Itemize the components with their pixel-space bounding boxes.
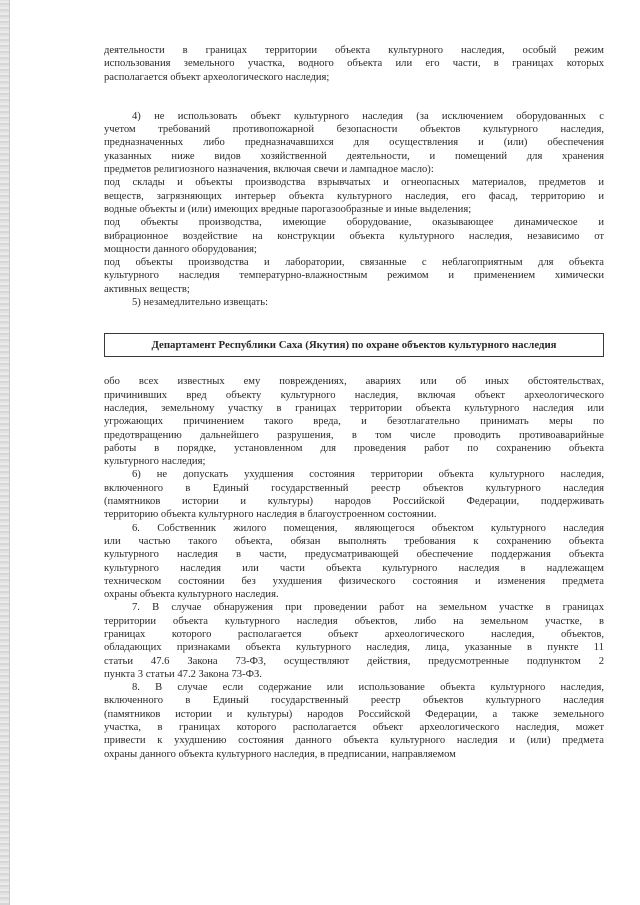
text-line: 4) не использовать объект культурного наследия (за исключением оборудованных с	[132, 110, 604, 122]
text-line: или частью такого объекта, обязан выполнять требования к сохранению объекта	[104, 535, 604, 547]
text-line: культурного наследия;	[104, 456, 206, 468]
document-page	[104, 44, 604, 761]
text-line: 8. В случае если содержание или использование объекта культурного наследия,	[132, 682, 604, 694]
department-header-box	[104, 333, 604, 357]
text-line: вибрационное воздействие на конструкции объекта культурного наследия, независимо от	[104, 230, 604, 242]
text-line: охраны данного объекта культурного наследия, в предписании, направляемом	[104, 748, 456, 760]
text-line: включенного в Единый государственный реестр объектов культурного наследия	[104, 695, 604, 707]
text-line: культурного наследия температурно-влажностным режимом и применением химически	[104, 270, 604, 282]
text-line: предотвращению дальнейшего разрушения, в том числе проводить противоаварийные	[104, 429, 604, 441]
text-line: наследия, земельному участку в границах территории объекта культурного наследия или	[104, 402, 604, 414]
text-line: под объекты производства, имеющие оборудование, оказывающее динамическое и	[104, 217, 604, 229]
text-line: (памятников истории и культуры) народов Российской Федерации, поддерживать	[104, 496, 604, 508]
text-line: включенного в Единый государственный реестр объектов культурного наследия	[104, 482, 604, 494]
text-line: использования земельного участка, водного объекта или его части, в границах которых	[104, 58, 604, 70]
text-line: веществ, загрязняющих интерьер объекта культурного наследия, его фасад, территорию и	[104, 190, 604, 202]
text-line: обладающих признаками объекта культурного наследия, лица, указанные в пункте 11	[104, 642, 604, 654]
text-line: активных веществ;	[104, 283, 190, 295]
paragraph-block-1	[104, 44, 604, 84]
text-line: под объекты производства и лаборатории, связанные с неблагоприятным для объекта	[104, 257, 604, 269]
text-line: располагается объект археологического наследия;	[104, 71, 330, 83]
text-line: деятельности в границах территории объекта культурного наследия, особый режим	[104, 45, 604, 56]
text-line: угрожающих причинением такого вреда, и безотлагательно принимать меры по	[104, 416, 604, 428]
text-line: привести к ухудшению состояния данного объекта культурного наследия и (или) предмета	[104, 735, 604, 747]
paragraph-block-3	[104, 375, 604, 761]
text-line: работы в порядке, установленном для проведения работ по сохранению объекта	[104, 442, 604, 454]
text-line: водные объекты и (или) имеющих вредные парогазообразные и иные выделения;	[104, 203, 472, 215]
text-line: 7. В случае обнаружения при проведении работ на земельном участке в границах	[132, 602, 604, 614]
text-line: предметов религиозного назначения, включая свечи и лампадное масло):	[104, 164, 434, 176]
text-line: статьи 47.6 Закона 73-ФЗ, осуществляют действия, предусмотренные подпунктом 2	[104, 655, 604, 667]
text-line: под склады и объекты производства взрывчатых и огнеопасных материалов, предметов и	[104, 177, 604, 189]
scan-edge	[0, 0, 10, 905]
text-line: охраны объекта культурного наследия.	[104, 589, 279, 601]
text-line: 6. Собственник жилого помещения, являющегося объектом культурного наследия	[132, 522, 604, 534]
text-line: 5) незамедлительно извещать:	[132, 297, 269, 309]
text-line: учетом требований противопожарной безопасности объектов культурного наследия,	[104, 124, 604, 136]
spacer	[104, 84, 604, 110]
text-line: границах которого располагается объект археологического наследия, объектов,	[104, 628, 604, 640]
department-name: Департамент Республики Саха (Якутия) по охране объектов культурного наследия	[151, 339, 557, 352]
paragraph-block-2	[104, 110, 604, 309]
text-line: обо всех известных ему повреждениях, авариях или об иных обстоятельствах,	[104, 376, 604, 388]
text-line: предназначенных либо предназначавшихся для осуществления и (или) обеспечения	[104, 137, 604, 149]
text-line: (памятников истории и культуры) народов Российской Федерации, а также земельного	[104, 708, 604, 720]
text-line: территории объекта культурного наследия объектов, либо на земельном участке, в	[104, 615, 604, 627]
text-line: пункта 3 статьи 47.2 Закона 73-ФЗ.	[104, 668, 262, 680]
text-line: указанных ниже видов хозяйственной деятельности, и помещений для хранения	[104, 150, 604, 162]
text-line: 6) не допускать ухудшения состояния территории объекта культурного наследия,	[132, 469, 604, 481]
text-line: мощности данного оборудования;	[104, 243, 257, 255]
text-line: культурного наследия или части объекта культурного наследия в надлежащем	[104, 562, 604, 574]
text-line: территорию объекта культурного наследия в благоустроенном состоянии.	[104, 509, 437, 521]
text-line: участка, в границах которого располагается объект археологического наследия, может	[104, 722, 604, 734]
text-line: причинивших вред объекту культурного наследия, включая объект археологического	[104, 389, 604, 401]
text-line: техническом состоянии без ухудшения физического состояния и изменения предмета	[104, 575, 604, 587]
text-line: культурного наследия в части, предусматривающей обеспечение поддержания объекта	[104, 549, 604, 561]
